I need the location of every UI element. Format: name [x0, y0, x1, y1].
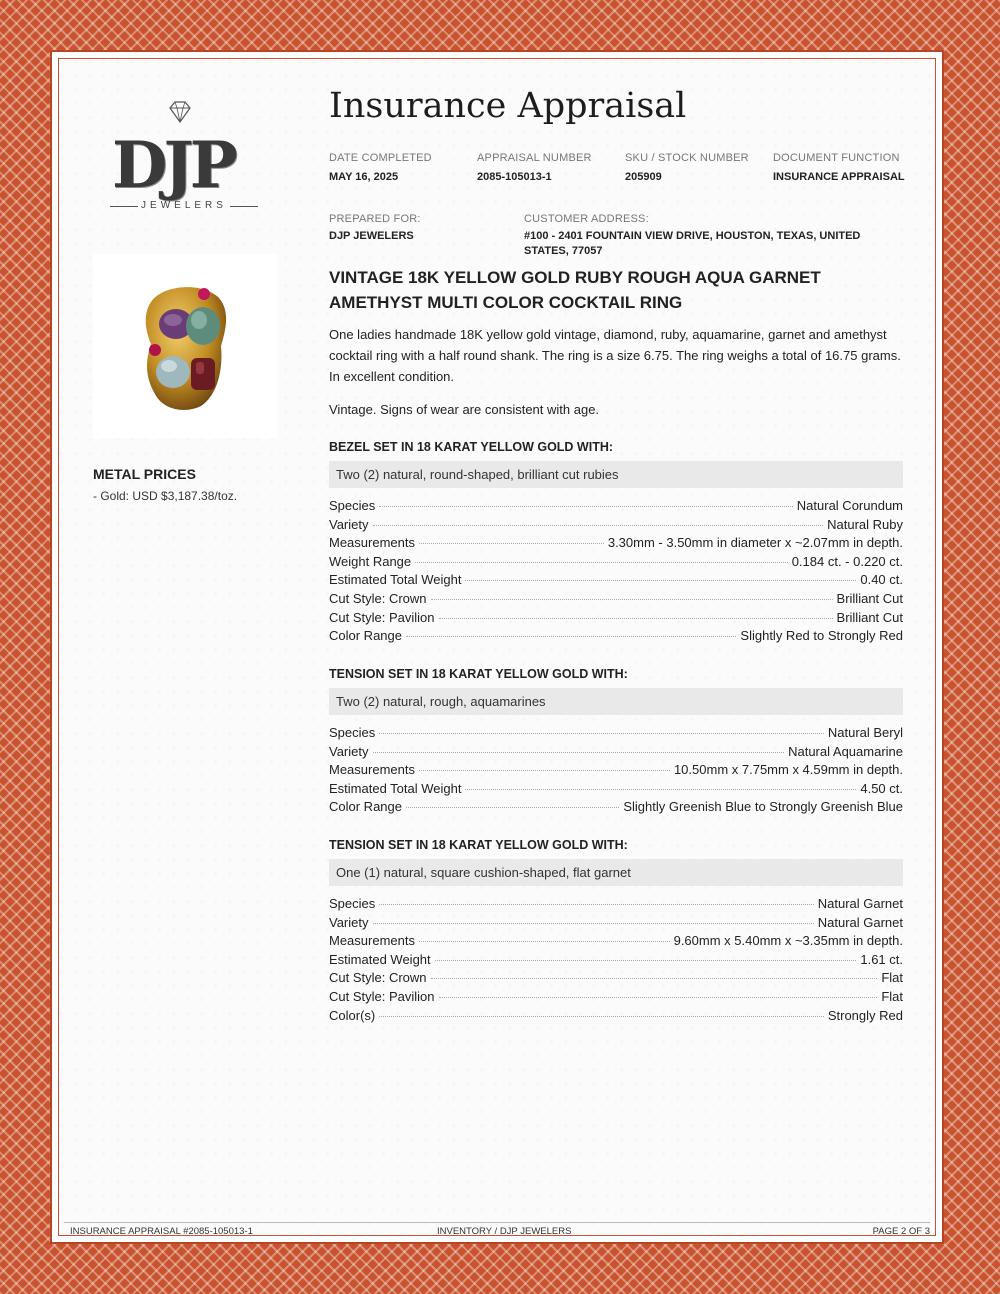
leader-dots [415, 562, 788, 563]
spec-row [329, 896, 903, 915]
spec-row [329, 781, 903, 800]
spec-key: Cut Style: Crown [329, 970, 427, 986]
spec-row [329, 725, 903, 744]
spec-value: 9.60mm x 5.40mm x ~3.35mm in depth. [673, 933, 903, 949]
spec-key: Species [329, 498, 376, 513]
meta-document-function [773, 152, 905, 185]
section-heading: TENSION SET IN 18 KARAT YELLOW GOLD WITH: [329, 838, 628, 852]
meta-label: DATE COMPLETED [329, 152, 432, 164]
prepared-for-label: PREPARED FOR: [329, 213, 421, 225]
section-band: Two (2) natural, round-shaped, brilliant cut rubies [329, 461, 903, 488]
meta-sku [625, 152, 749, 185]
spec-row [329, 628, 903, 647]
spec-row [329, 535, 903, 554]
spec-value: 10.50mm x 7.75mm x 4.59mm in depth. [673, 762, 903, 778]
spec-key: Measurements [329, 933, 415, 949]
spec-row [329, 952, 903, 971]
spec-value: 0.40 ct. [860, 572, 903, 588]
spec-key: Species [329, 896, 376, 911]
leader-dots [373, 923, 814, 924]
leader-dots [373, 525, 824, 526]
spec-row [329, 591, 903, 610]
section-band: One (1) natural, square cushion-shaped, flat garnet [329, 859, 903, 886]
spec-value: 3.30mm - 3.50mm in diameter x ~2.07mm in depth. [607, 535, 903, 551]
spec-row [329, 799, 903, 818]
spec-row [329, 989, 903, 1008]
meta-label: DOCUMENT FUNCTION [773, 152, 900, 164]
leader-dots [419, 941, 670, 942]
spec-value: Strongly Red [827, 1007, 903, 1023]
item-description: One ladies handmade 18K yellow gold vintage, diamond, ruby, aquamarine, garnet and amethyst cocktail ring with a half round shank. The ring is a size 6.75. The ring weighs a total of 16.75 grams. In excellent condition. [329, 327, 901, 384]
page-title: Insurance Appraisal [329, 86, 687, 126]
spec-row [329, 1008, 903, 1027]
spec-key: Color Range [329, 799, 402, 815]
meta-label: APPRAISAL NUMBER [477, 152, 592, 164]
spec-key: Weight Range [329, 553, 412, 569]
leader-dots [419, 543, 604, 544]
spec-key: Measurements [329, 762, 415, 778]
spec-key: Variety [329, 743, 369, 759]
spec-value: Brilliant Cut [836, 590, 903, 606]
spec-value: Natural Beryl [827, 725, 903, 740]
spec-row [329, 517, 903, 536]
spec-value: Flat [881, 988, 903, 1004]
customer-address [524, 213, 894, 259]
spec-row [329, 970, 903, 989]
leader-dots [431, 978, 878, 979]
footer-left: INSURANCE APPRAISAL #2085-105013-1 [70, 1226, 253, 1237]
spec-key: Color(s) [329, 1007, 376, 1023]
spec-rows [329, 498, 903, 647]
leader-dots [379, 506, 793, 507]
section-heading: BEZEL SET IN 18 KARAT YELLOW GOLD WITH: [329, 440, 614, 454]
leader-dots [439, 997, 878, 998]
spec-value: 0.184 ct. - 0.220 ct. [791, 553, 903, 569]
section-band: Two (2) natural, rough, aquamarines [329, 688, 903, 715]
spec-row [329, 610, 903, 629]
spec-rows [329, 725, 903, 818]
meta-label: SKU / STOCK NUMBER [625, 152, 749, 164]
spec-key: Variety [329, 516, 369, 532]
meta-value: INSURANCE APPRAISAL [773, 171, 905, 183]
metal-prices-gold: - Gold: USD $3,187.38/toz. [93, 489, 238, 503]
spec-key: Variety [329, 914, 369, 930]
leader-dots [435, 960, 857, 961]
leader-dots [465, 789, 856, 790]
spec-key: Cut Style: Pavilion [329, 988, 435, 1004]
leader-dots [465, 580, 856, 581]
spec-value: 1.61 ct. [860, 951, 903, 967]
leader-dots [431, 599, 833, 600]
leader-dots [379, 904, 813, 905]
logo-subtext: JEWELERS [141, 200, 227, 211]
meta-value: 2085-105013-1 [477, 171, 552, 183]
spec-value: Natural Garnet [817, 896, 903, 911]
diamond-icon [166, 100, 194, 124]
spec-rows [329, 896, 903, 1026]
section-heading: TENSION SET IN 18 KARAT YELLOW GOLD WITH: [329, 667, 628, 681]
djp-logo [104, 128, 264, 212]
spec-value: Natural Aquamarine [788, 743, 903, 759]
meta-appraisal-number [477, 152, 592, 185]
leader-dots [406, 636, 736, 637]
logo-wordmark: DJP [112, 128, 234, 203]
spec-row [329, 933, 903, 952]
footer-rule [64, 1222, 930, 1223]
spec-value: 4.50 ct. [860, 780, 903, 796]
leader-dots [379, 733, 824, 734]
item-title: VINTAGE 18K YELLOW GOLD RUBY ROUGH AQUA GARNET AMETHYST MULTI COLOR COCKTAIL RING [329, 268, 821, 312]
metal-prices-title: METAL PRICES [93, 466, 196, 482]
leader-dots [373, 752, 785, 753]
spec-row [329, 762, 903, 781]
prepared-for [329, 213, 421, 244]
spec-value: Slightly Red to Strongly Red [740, 628, 903, 644]
spec-value: Natural Garnet [817, 914, 903, 930]
leader-dots [406, 807, 619, 808]
leader-dots [379, 1016, 824, 1017]
ring-photo [93, 254, 277, 438]
spec-key: Color Range [329, 628, 402, 644]
spec-key: Cut Style: Pavilion [329, 609, 435, 625]
spec-row [329, 744, 903, 763]
meta-date [329, 152, 432, 185]
spec-value: Natural Ruby [827, 516, 903, 532]
spec-key: Measurements [329, 535, 415, 551]
spec-row [329, 572, 903, 591]
spec-key: Estimated Total Weight [329, 572, 462, 588]
leader-dots [419, 770, 670, 771]
ring-image [93, 254, 277, 438]
spec-row [329, 915, 903, 934]
spec-value: Natural Corundum [796, 498, 903, 513]
spec-value: Brilliant Cut [836, 609, 903, 625]
spec-row [329, 554, 903, 573]
spec-row [329, 498, 903, 517]
prepared-for-value: DJP JEWELERS [329, 230, 414, 242]
footer-page-number: PAGE 2 OF 3 [872, 1226, 930, 1237]
meta-value: MAY 16, 2025 [329, 171, 399, 183]
spec-key: Cut Style: Crown [329, 590, 427, 606]
spec-key: Estimated Total Weight [329, 780, 462, 796]
spec-key: Species [329, 725, 376, 740]
customer-address-label: CUSTOMER ADDRESS: [524, 213, 649, 225]
spec-key: Estimated Weight [329, 951, 431, 967]
spec-value: Flat [881, 970, 903, 986]
item-condition: Vintage. Signs of wear are consistent with age. [329, 402, 600, 417]
customer-address-value: #100 - 2401 FOUNTAIN VIEW DRIVE, HOUSTON, TEXAS, UNITED STATES, 77057 [524, 230, 861, 257]
spec-value: Slightly Greenish Blue to Strongly Greenish Blue [623, 799, 903, 815]
meta-value: 205909 [625, 171, 662, 183]
leader-dots [439, 618, 833, 619]
footer-center: INVENTORY / DJP JEWELERS [437, 1226, 572, 1237]
